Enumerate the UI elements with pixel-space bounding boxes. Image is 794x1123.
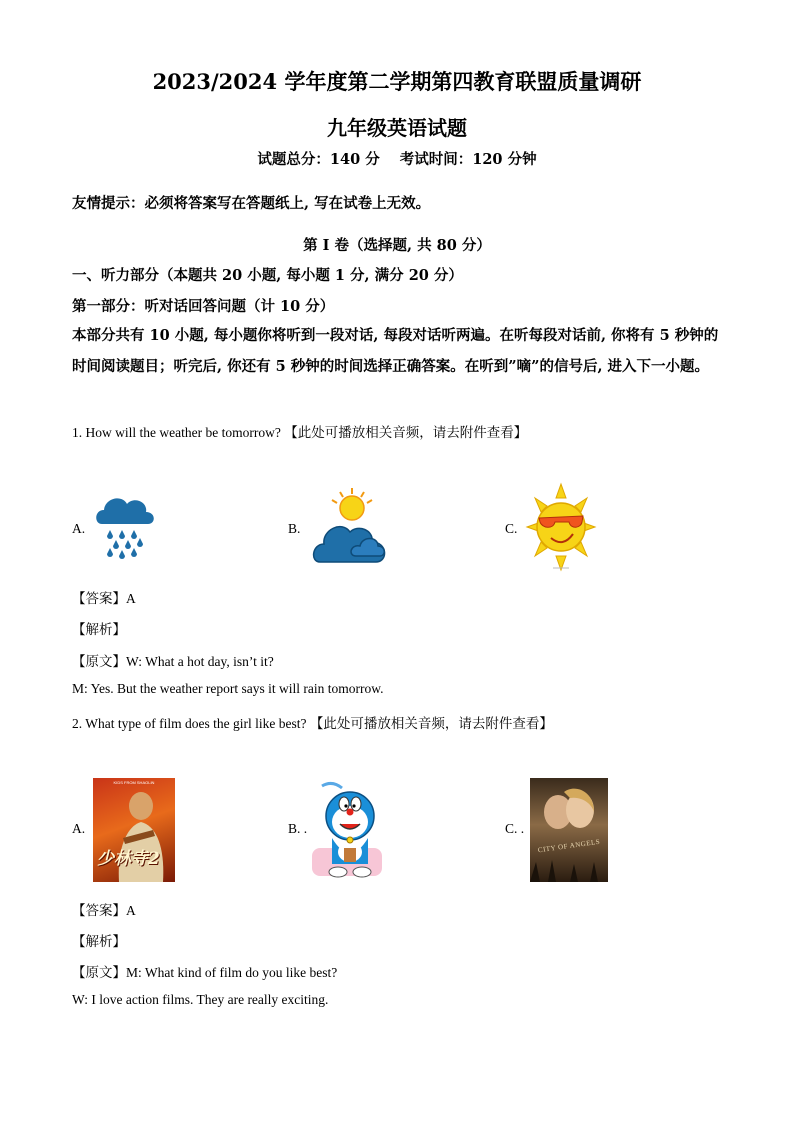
poster-c-title: CITY OF ANGELS xyxy=(537,837,601,855)
question-2: 2. What type of film does the girl like best? 【此处可播放相关音频，请去附件查看】 xyxy=(72,716,553,731)
q2-transcript-line-1: 【原文】M: What kind of film do you like best? xyxy=(72,965,338,980)
question-1: 1. How will the weather be tomorrow? 【此处可播放相关音频，请去附件查看】 xyxy=(72,425,528,440)
q1-option-c-label: C. xyxy=(505,521,518,536)
part-title: 一、听力部分（本题共 20 小题, 每小题 1 分, 满分 20 分） xyxy=(72,267,463,284)
exam-title: 2023/2024 学年度第二学期第四教育联盟质量调研 xyxy=(152,69,642,94)
exam-subtitle: 九年级英语试题 xyxy=(327,116,467,140)
total-score: 试题总分：140 分 xyxy=(257,151,380,168)
notice: 友情提示：必须将答案写在答题纸上, 写在试卷上无效。 xyxy=(72,195,431,212)
sun-cloud-icon xyxy=(312,486,386,564)
poster-a-title: 少林寺2 xyxy=(97,849,160,869)
q2-option-b-label: B. . xyxy=(288,821,308,836)
sunglasses-sun-icon xyxy=(525,482,597,574)
q1-option-b-label: B. xyxy=(288,521,301,536)
sub-part-title: 第一部分：听对话回答问题（计 10 分） xyxy=(72,298,335,315)
q1-answer: 【答案】A xyxy=(72,591,136,606)
q1-transcript-line-2: M: Yes. But the weather report says it will rain tomorrow. xyxy=(72,681,384,696)
kung-fu-movie-poster xyxy=(93,778,175,882)
q2-transcript-line-2: W: I love action films. They are really exciting. xyxy=(72,992,329,1007)
instructions: 本部分共有 10 小题, 每小题你将听到一段对话, 每段对话听两遍。在听每段对话前, 你将有 5 秒钟的时间阅读题目；听完后, 你还有 5 秒钟的时间选择正确答案。在听到”嘀”的信号后, 进入下一小题。 xyxy=(72,327,719,375)
poster-a-top-text: KIDS FROM SHAOLIN xyxy=(113,780,155,785)
q2-option-a-label: A. xyxy=(72,821,86,836)
doraemon-cartoon-icon xyxy=(308,778,392,882)
q1-analysis: 【解析】 xyxy=(72,622,126,637)
q1-option-a-label: A. xyxy=(72,521,86,536)
couple-portrait-icon xyxy=(530,778,608,882)
q2-option-c-label: C. . xyxy=(505,821,525,836)
exam-info xyxy=(0,148,794,169)
romance-movie-poster xyxy=(530,778,608,882)
section-title: 第 I 卷（选择题, 共 80 分） xyxy=(303,237,491,254)
rain-cloud-icon xyxy=(94,490,156,562)
q1-transcript-line-1: 【原文】W: What a hot day, isn’t it? xyxy=(72,654,274,669)
exam-time: 考试时间：120 分钟 xyxy=(399,151,537,168)
q2-answer: 【答案】A xyxy=(72,903,136,918)
q2-analysis: 【解析】 xyxy=(72,934,126,949)
